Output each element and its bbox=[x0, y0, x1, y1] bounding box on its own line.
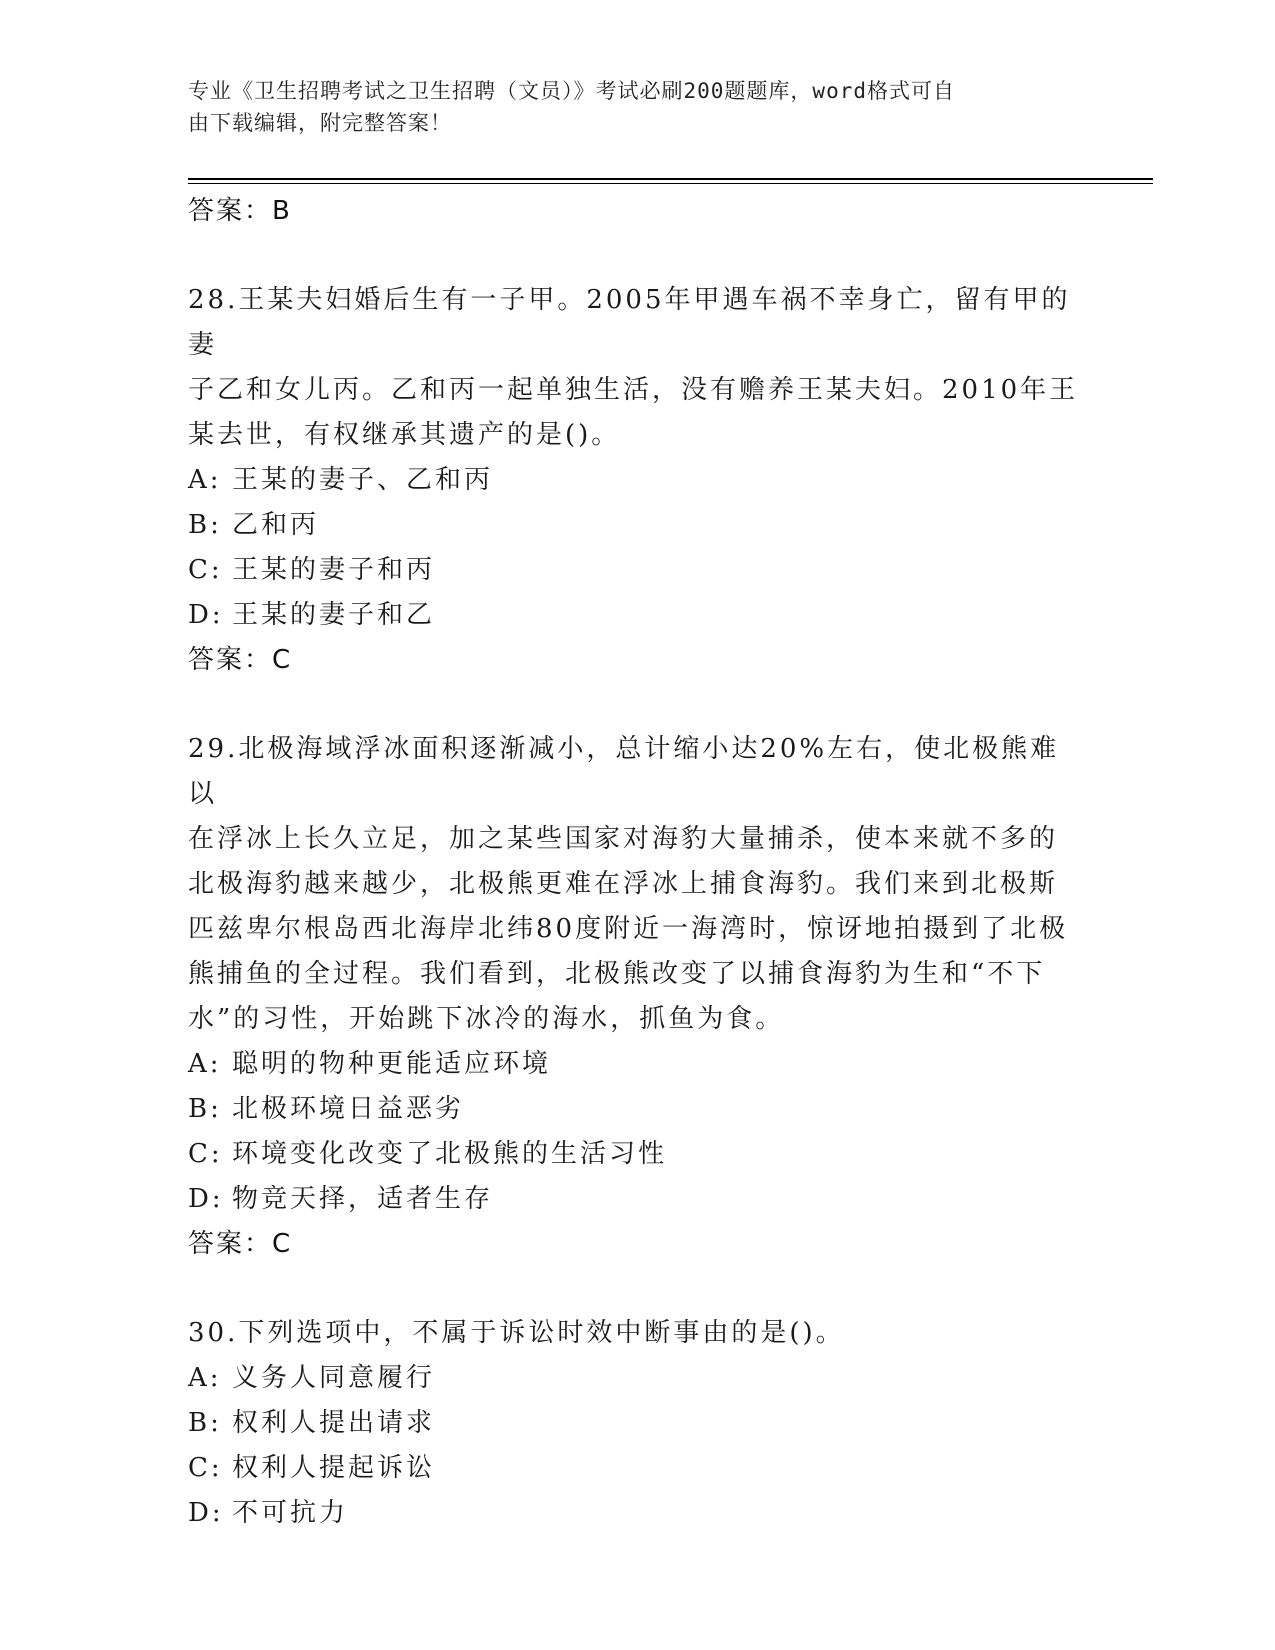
option-d bbox=[188, 593, 1088, 638]
answer-previous: 答案：B bbox=[188, 196, 292, 226]
option-text: 王某的妻子和丙 bbox=[232, 555, 436, 585]
spacer bbox=[188, 234, 1088, 278]
option-d bbox=[188, 1491, 1088, 1536]
option-letter: D: bbox=[188, 1498, 224, 1528]
question-text-line: 北极海豹越来越少，北极熊更难在浮冰上捕食海豹。我们来到北极斯 bbox=[188, 869, 1059, 899]
header-line-2: 由下载编辑，附完整答案！ bbox=[188, 111, 452, 135]
question-text-line: 某去世，有权继承其遗产的是()。 bbox=[188, 420, 621, 450]
question-text-line: 子乙和女儿丙。乙和丙一起单独生活，没有赡养王某夫妇。2010年王 bbox=[188, 375, 1079, 405]
option-text: 权利人提起诉讼 bbox=[232, 1453, 436, 1483]
option-text: 王某的妻子、乙和丙 bbox=[232, 465, 494, 495]
answer-29: 答案：C bbox=[188, 1229, 293, 1259]
option-b bbox=[188, 503, 1088, 548]
option-d bbox=[188, 1177, 1088, 1222]
option-letter: B: bbox=[188, 1408, 222, 1438]
question-30 bbox=[188, 1311, 1088, 1536]
header-divider-thick bbox=[188, 178, 1153, 180]
option-text: 聪明的物种更能适应环境 bbox=[232, 1049, 552, 1079]
question-text-line: 匹兹卑尔根岛西北海岸北纬80度附近一海湾时，惊讶地拍摄到了北极 bbox=[188, 914, 1069, 944]
question-text-line: 28.王某夫妇婚后生有一子甲。2005年甲遇车祸不幸身亡，留有甲的妻 bbox=[188, 285, 1071, 360]
option-letter: A: bbox=[188, 1363, 222, 1393]
option-text: 环境变化改变了北极熊的生活习性 bbox=[232, 1139, 668, 1169]
option-text: 权利人提出请求 bbox=[232, 1408, 436, 1438]
header-divider-thin bbox=[188, 183, 1153, 184]
option-letter: B: bbox=[188, 1094, 222, 1124]
option-c bbox=[188, 1132, 1088, 1177]
option-letter: D: bbox=[188, 1184, 224, 1214]
option-letter: B: bbox=[188, 510, 222, 540]
question-29 bbox=[188, 727, 1088, 1267]
document-header bbox=[188, 75, 1068, 139]
option-c bbox=[188, 1446, 1088, 1491]
header-line-1: 专业《卫生招聘考试之卫生招聘（文员）》考试必刷200题题库，word格式可自 bbox=[188, 79, 955, 103]
option-a bbox=[188, 1356, 1088, 1401]
option-text: 物竞天择，适者生存 bbox=[232, 1184, 494, 1214]
document-content bbox=[188, 189, 1088, 1536]
option-c bbox=[188, 548, 1088, 593]
question-28 bbox=[188, 278, 1088, 683]
option-text: 乙和丙 bbox=[232, 510, 320, 540]
question-text-line: 水”的习性，开始跳下冰冷的海水，抓鱼为食。 bbox=[188, 1004, 785, 1034]
option-letter: A: bbox=[188, 465, 222, 495]
question-text-line: 29.北极海域浮冰面积逐渐减小，总计缩小达20%左右，使北极熊难以 bbox=[188, 734, 1060, 809]
option-a bbox=[188, 458, 1088, 503]
option-a bbox=[188, 1042, 1088, 1087]
option-text: 北极环境日益恶劣 bbox=[232, 1094, 465, 1124]
option-b bbox=[188, 1401, 1088, 1446]
question-text-line: 熊捕鱼的全过程。我们看到，北极熊改变了以捕食海豹为生和“不下 bbox=[188, 959, 1046, 989]
option-letter: C: bbox=[188, 555, 223, 585]
option-b bbox=[188, 1087, 1088, 1132]
option-text: 王某的妻子和乙 bbox=[232, 600, 436, 630]
spacer bbox=[188, 1267, 1088, 1311]
option-text: 不可抗力 bbox=[232, 1498, 349, 1528]
option-text: 义务人同意履行 bbox=[232, 1363, 436, 1393]
option-letter: A: bbox=[188, 1049, 222, 1079]
option-letter: C: bbox=[188, 1453, 223, 1483]
question-text-line: 在浮冰上长久立足，加之某些国家对海豹大量捕杀，使本来就不多的 bbox=[188, 824, 1059, 854]
spacer bbox=[188, 683, 1088, 727]
option-letter: D: bbox=[188, 600, 224, 630]
answer-28: 答案：C bbox=[188, 645, 293, 675]
option-letter: C: bbox=[188, 1139, 223, 1169]
question-text-line: 30.下列选项中，不属于诉讼时效中断事由的是()。 bbox=[188, 1318, 845, 1348]
